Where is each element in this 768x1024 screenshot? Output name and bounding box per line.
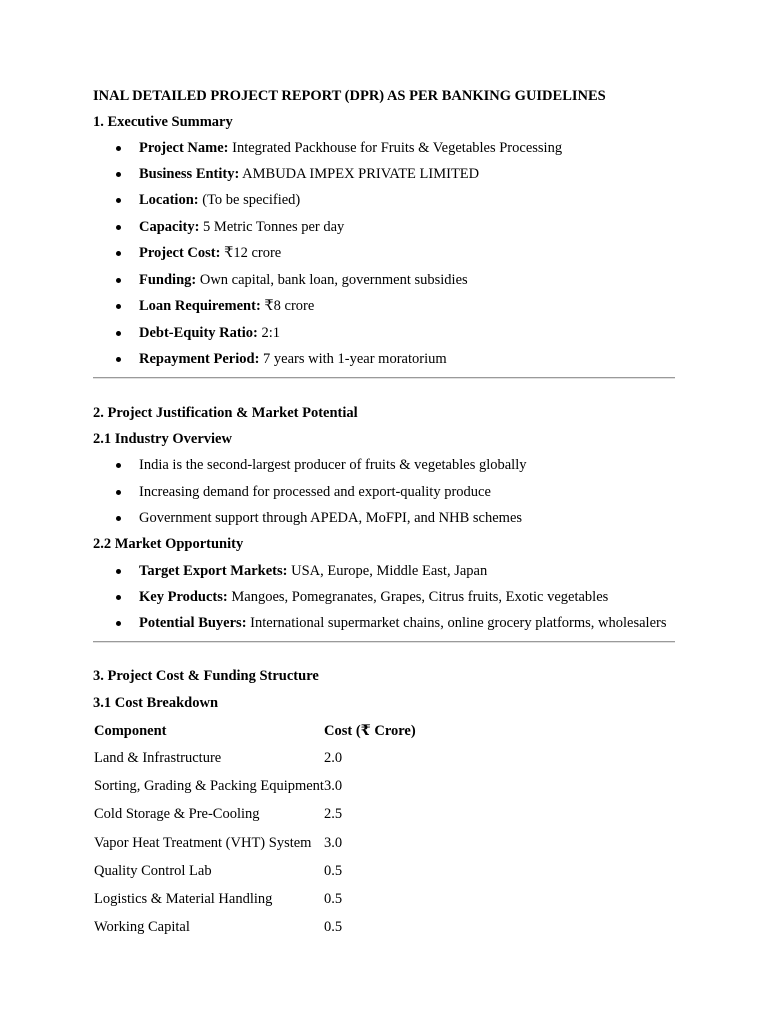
subsection-heading-industry-overview: 2.1 Industry Overview	[93, 431, 232, 447]
list-item: Funding: Own capital, bank loan, government subsidies	[139, 272, 468, 288]
bullet-icon	[116, 621, 121, 626]
section-divider	[93, 377, 675, 379]
bullet-icon	[116, 463, 121, 468]
bullet-icon	[116, 569, 121, 574]
bullet-icon	[116, 198, 121, 203]
section-heading-executive-summary: 1. Executive Summary	[93, 114, 233, 130]
list-item: Loan Requirement: ₹8 crore	[139, 298, 315, 314]
bullet-icon	[116, 595, 121, 600]
table-cell: Working Capital	[94, 919, 190, 935]
bullet-icon	[116, 146, 121, 151]
list-item: Key Products: Mangoes, Pomegranates, Grapes, Citrus fruits, Exotic vegetables	[139, 589, 609, 605]
list-item: Government support through APEDA, MoFPI, and NHB schemes	[139, 510, 523, 526]
bullet-icon	[116, 331, 121, 336]
table-cell: 2.0	[324, 750, 343, 766]
table-cell: Land & Infrastructure	[94, 750, 222, 766]
table-cell: Cold Storage & Pre-Cooling	[94, 806, 260, 822]
table-cell: Quality Control Lab	[94, 863, 212, 879]
bullet-icon	[116, 278, 121, 283]
subsection-heading-market-opportunity: 2.2 Market Opportunity	[93, 536, 244, 552]
table-header-component: Component	[94, 723, 167, 739]
section-heading-project-justification: 2. Project Justification & Market Potential	[93, 405, 358, 421]
table-cell: Logistics & Material Handling	[94, 891, 273, 907]
list-item: Debt-Equity Ratio: 2:1	[139, 325, 280, 341]
table-cell: Sorting, Grading & Packing Equipment	[94, 778, 324, 794]
list-item: Business Entity: AMBUDA IMPEX PRIVATE LIMITED	[139, 166, 480, 182]
bullet-icon	[116, 225, 121, 230]
bullet-icon	[116, 516, 121, 521]
bullet-icon	[116, 304, 121, 309]
bullet-icon	[116, 172, 121, 177]
table-cell: 0.5	[324, 891, 343, 907]
list-item: Capacity: 5 Metric Tonnes per day	[139, 219, 345, 235]
document-title: INAL DETAILED PROJECT REPORT (DPR) AS PER BANKING GUIDELINES	[93, 88, 606, 104]
list-item: Project Cost: ₹12 crore	[139, 245, 282, 261]
table-header-cost: Cost (₹ Crore)	[324, 723, 416, 739]
list-item: India is the second-largest producer of fruits & vegetables globally	[139, 457, 527, 473]
section-divider	[93, 641, 675, 643]
table-cell: 0.5	[324, 919, 343, 935]
bullet-icon	[116, 251, 121, 256]
table-cell: 0.5	[324, 863, 343, 879]
list-item: Location: (To be specified)	[139, 192, 301, 208]
list-item: Repayment Period: 7 years with 1-year moratorium	[139, 351, 447, 367]
list-item: Potential Buyers: International supermarket chains, online grocery platforms, wholesalers	[139, 615, 667, 631]
bullet-icon	[116, 357, 121, 362]
table-cell: 3.0	[324, 778, 343, 794]
table-cell: 2.5	[324, 806, 343, 822]
table-cell: 3.0	[324, 835, 343, 851]
list-item: Increasing demand for processed and export-quality produce	[139, 484, 491, 500]
table-cell: Vapor Heat Treatment (VHT) System	[94, 835, 312, 851]
bullet-icon	[116, 490, 121, 495]
section-heading-project-cost: 3. Project Cost & Funding Structure	[93, 668, 319, 684]
subsection-heading-cost-breakdown: 3.1 Cost Breakdown	[93, 695, 219, 711]
list-item: Target Export Markets: USA, Europe, Middle East, Japan	[139, 563, 488, 579]
list-item: Project Name: Integrated Packhouse for Fruits & Vegetables Processing	[139, 140, 563, 156]
